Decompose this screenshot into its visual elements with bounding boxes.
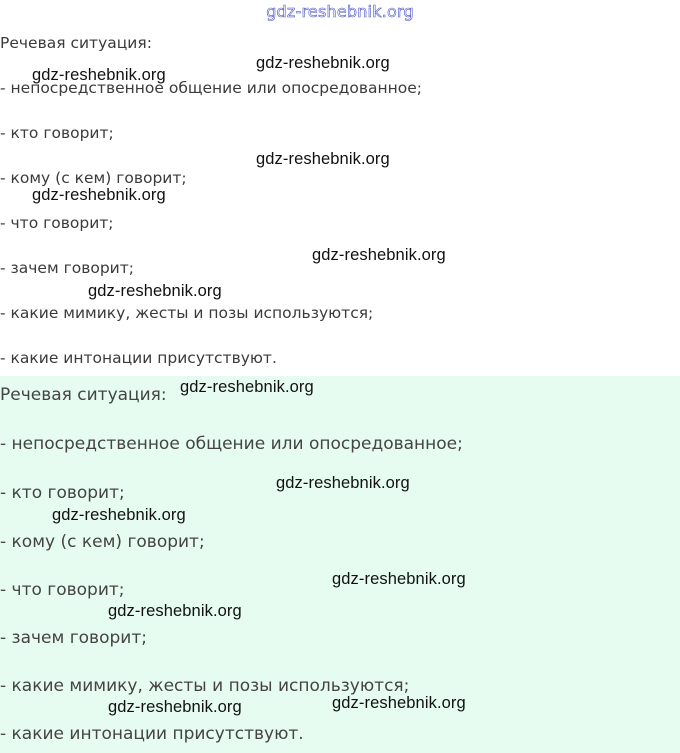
- watermark: gdz-reshebnik.org: [276, 474, 410, 492]
- watermark: gdz-reshebnik.org: [312, 246, 446, 264]
- watermark: gdz-reshebnik.org: [180, 378, 314, 396]
- header-watermark: gdz-reshebnik.org: [266, 2, 414, 21]
- list-item-intonations: - какие интонации присутствуют.: [0, 349, 277, 367]
- list-item-direct-communication: - непосредственное общение или опосредованное;: [0, 434, 463, 454]
- watermark: gdz-reshebnik.org: [32, 66, 166, 84]
- list-item-why-speaks: - зачем говорит;: [0, 628, 147, 648]
- watermark: gdz-reshebnik.org: [332, 570, 466, 588]
- heading-speech-situation: Речевая ситуация:: [0, 385, 167, 405]
- watermark: gdz-reshebnik.org: [52, 506, 186, 524]
- watermark: gdz-reshebnik.org: [256, 54, 390, 72]
- watermark: gdz-reshebnik.org: [108, 602, 242, 620]
- watermark: gdz-reshebnik.org: [32, 186, 166, 204]
- list-item-who-speaks: - кто говорит;: [0, 124, 114, 142]
- list-item-to-whom: - кому (с кем) говорит;: [0, 532, 205, 552]
- list-item-gestures: - какие мимику, жесты и позы используются;: [0, 304, 374, 322]
- watermark: gdz-reshebnik.org: [332, 694, 466, 712]
- list-item-intonations: - какие интонации присутствуют.: [0, 724, 304, 744]
- watermark: gdz-reshebnik.org: [108, 698, 242, 716]
- list-item-direct-communication: - непосредственное общение или опосредованное;: [0, 79, 423, 97]
- watermark: gdz-reshebnik.org: [88, 282, 222, 300]
- list-item-who-speaks: - кто говорит;: [0, 483, 125, 503]
- list-item-gestures: - какие мимику, жесты и позы используются;: [0, 676, 410, 696]
- heading-speech-situation: Речевая ситуация:: [0, 34, 152, 52]
- list-item-to-whom: - кому (с кем) говорит;: [0, 169, 187, 187]
- list-item-why-speaks: - зачем говорит;: [0, 259, 134, 277]
- list-item-what-speaks: - что говорит;: [0, 580, 125, 600]
- list-item-what-speaks: - что говорит;: [0, 214, 114, 232]
- watermark: gdz-reshebnik.org: [256, 150, 390, 168]
